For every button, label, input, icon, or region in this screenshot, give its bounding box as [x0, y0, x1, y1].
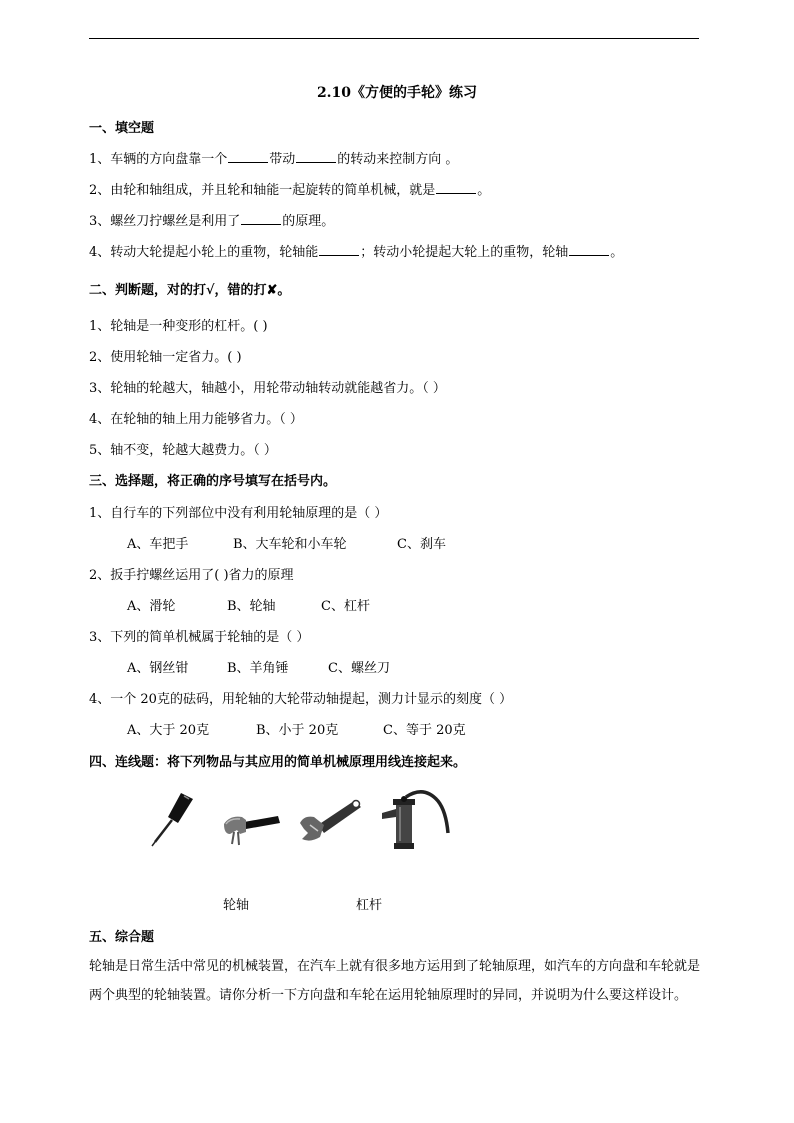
hammer-image: [220, 808, 282, 848]
choice-q3-options: [127, 657, 390, 676]
option[interactable]: C、杠杆: [321, 599, 370, 614]
option[interactable]: A、大于 20克: [127, 723, 210, 738]
option[interactable]: A、滑轮: [127, 599, 176, 614]
fill-q1: 1、车辆的方向盘靠一个 带动 的转动来控制方向 。: [89, 152, 459, 167]
answer-blank[interactable]: [228, 151, 268, 163]
option[interactable]: C、等于 20克: [383, 723, 466, 738]
adjustable-wrench-image: [296, 795, 366, 845]
fill-q4: 4、转动大轮提起小轮上的重物，轮轴能 ；转动小轮提起大轮上的重物，轮轴 。: [89, 245, 624, 260]
fill-q3: 3、螺丝刀拧螺丝是利用了 的原理。: [89, 214, 335, 229]
option[interactable]: C、刹车: [397, 537, 446, 552]
section-2-heading: 二、判断题，对的打√，错的打✘。: [89, 283, 291, 298]
option[interactable]: B、羊角锤: [227, 661, 289, 676]
judge-item: 1、轮轴是一种变形的杠杆。( ): [89, 319, 268, 334]
section-5-heading: 五、综合题: [89, 930, 155, 945]
choice-q2: 2、扳手拧螺丝运用了( )省力的原理: [89, 568, 294, 583]
screwdriver-image: [147, 790, 199, 848]
section-1-heading: 一、填空题: [89, 121, 155, 136]
answer-blank[interactable]: [296, 151, 336, 163]
choice-q3: 3、下列的简单机械属于轮轴的是（ ）: [89, 630, 310, 645]
answer-blank[interactable]: [436, 182, 476, 194]
header-rule: [89, 38, 699, 39]
comprehensive-question: 轮轴是日常生活中常见的机械装置，在汽车上就有很多地方运用到了轮轴原理，如汽车的方向盘和车轮就是两个典型的轮轴装置。请你分析一下方向盘和车轮在运用轮轴原理时的异同，并说明为什么要这样设计。: [89, 959, 701, 1003]
choice-q1-options: [127, 533, 446, 552]
judge-item: 3、轮轴的轮越大，轴越小，用轮带动轴转动就能越省力。（ ）: [89, 381, 446, 396]
choice-q1: 1、自行车的下列部位中没有利用轮轴原理的是（ ）: [89, 506, 388, 521]
option[interactable]: A、车把手: [127, 537, 189, 552]
judge-item: 4、在轮轴的轴上用力能够省力。（ ）: [89, 412, 303, 427]
judge-item: 2、使用轮轴一定省力。( ): [89, 350, 242, 365]
option[interactable]: B、大车轮和小车轮: [233, 537, 347, 552]
page-title: 2.10《方便的手轮》练习: [316, 85, 478, 101]
answer-blank[interactable]: [241, 213, 281, 225]
choice-q2-options: [127, 595, 370, 614]
choice-q4-options: [127, 719, 466, 738]
judge-item: 5、轴不变，轮越大越费力。（ ）: [89, 443, 277, 458]
principle-label-lever[interactable]: 杠杆: [356, 898, 383, 913]
answer-blank[interactable]: [319, 244, 359, 256]
option[interactable]: C、螺丝刀: [328, 661, 390, 676]
hand-pump-image: [376, 787, 452, 849]
option[interactable]: B、小于 20克: [256, 723, 339, 738]
choice-q4: 4、一个 20克的砝码，用轮轴的大轮带动轴提起，测力计显示的刻度（ ）: [89, 692, 513, 707]
fill-q2: 2、由轮和轴组成，并且轮和轴能一起旋转的简单机械，就是 。: [89, 183, 491, 198]
option[interactable]: B、轮轴: [227, 599, 276, 614]
section-4-heading: 四、连线题：将下列物品与其应用的简单机械原理用线连接起来。: [89, 755, 467, 770]
answer-blank[interactable]: [569, 244, 609, 256]
principle-label-wheel-axle[interactable]: 轮轴: [223, 898, 250, 913]
option[interactable]: A、钢丝钳: [127, 661, 189, 676]
section-3-heading: 三、选择题，将正确的序号填写在括号内。: [89, 474, 337, 489]
